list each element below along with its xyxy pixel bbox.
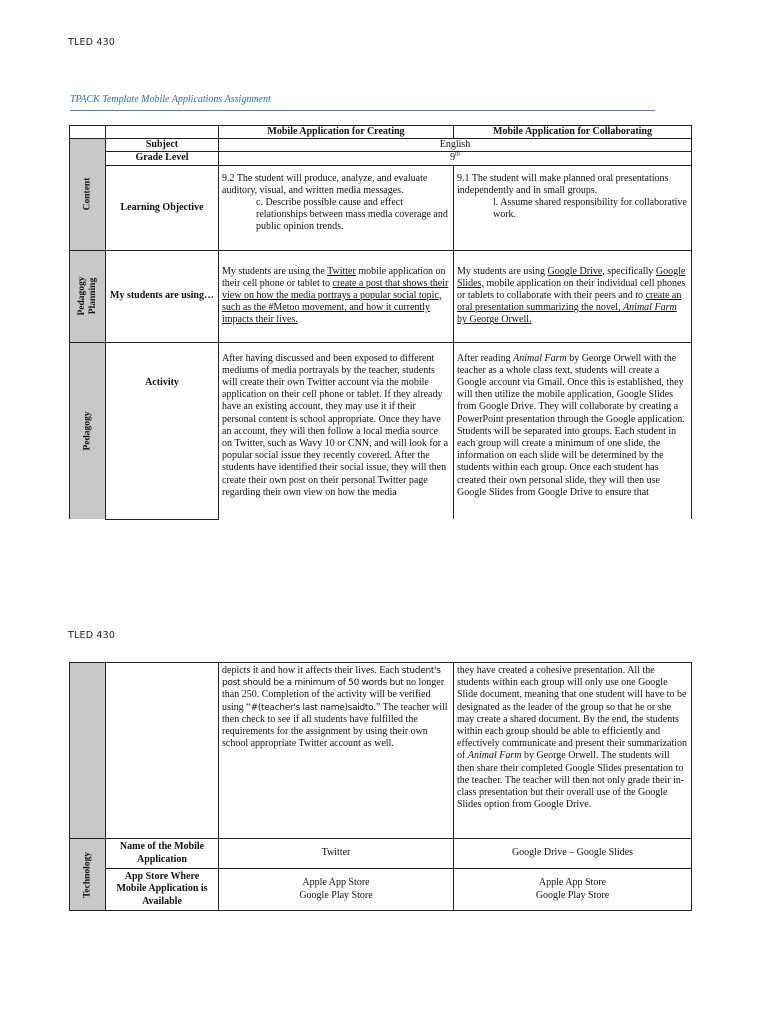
grade-suffix: th	[455, 152, 460, 159]
using-collab-task: create an oral presentation summarizing the novel,	[457, 290, 682, 314]
activity-collaborating	[454, 342, 692, 519]
corner-cell	[70, 126, 106, 139]
using-collab-text-1: My students are using	[457, 265, 548, 277]
title-divider	[70, 110, 655, 111]
app-name-label: Name of the Mobile Application	[106, 839, 219, 869]
activity-collab-novel-title: Animal Farm	[513, 352, 567, 364]
activity-collab-text-2: by George Orwell with the teacher as a whole class text, students will create a Google account via Gmail. Once this is established, they will then utilize the mobile application, Google Slides from Google Drive. They will collaborate by creating a PowerPoint presentation through the Google application. Students will be separated into groups. Each student in each group will create a minimum of one slide, the information on each slide will be determined by the students within each group. Once each student has created their own personal slide, they will then use Google Slides from Google Drive to ensure that	[457, 352, 685, 498]
objective-collaborating	[454, 165, 692, 250]
document-title: TPACK Template Mobile Applications Assignment	[70, 94, 271, 105]
app-store-collab-apple: Apple App Store	[538, 877, 607, 889]
app-name-collaborating: Google Drive – Google Slides	[454, 839, 692, 869]
activity-collab-cont-text-2: by George Orwell. The students will then share their completed Google Slides presentation to the teacher. The teacher will then not only grade their in-class presentation but their overall use of the Google Slides option from Google Drive.	[457, 750, 685, 811]
activity-collab-text-1: After reading	[457, 352, 514, 364]
section-label-planning-line: Planning	[87, 277, 98, 315]
subject-label: Subject	[106, 139, 219, 152]
using-collab-text-3: mobile application on their individual cell phones or tablets to collaborate with their peers and to	[457, 277, 686, 301]
activity-label-continued	[106, 663, 219, 839]
section-pedagogy	[70, 342, 106, 519]
objective-collaborating-main: 9.1 The student will make planned oral presentations independently and in small groups.	[457, 172, 669, 196]
activity-collaborating-continued	[454, 663, 692, 839]
activity-collab-cont-text-1: they have created a cohesive presentation. All the students within each group will only use one Google Slide document, meaning that one student will have to be designated as the leader of the group so that he or she may create a shared document. By the end, the students within each group should be able to efficiently and effectively communicate and present their summarization of	[457, 665, 688, 762]
activity-create-cont-text-2: no longer than 250. Completion of the activity will be verified using “	[222, 677, 445, 713]
column-header-collaborating: Mobile Application for Collaborating	[454, 126, 692, 139]
section-content	[70, 139, 106, 250]
app-store-creating	[219, 869, 454, 911]
using-creating-text-2: mobile application on their cell phone or tablet to	[222, 265, 446, 289]
section-label-technology: Technology	[82, 851, 92, 898]
page-header: TLED 430	[68, 37, 116, 48]
section-label-pedagogy: Pedagogy	[82, 411, 92, 451]
section-label-pedagogy-planning	[77, 277, 99, 316]
objective-creating-sub: c. Describe possible cause and effect relationships between mass media coverage and public opinion trends.	[256, 197, 448, 233]
page-header-2: TLED 430	[68, 630, 116, 641]
activity-label: Activity	[106, 342, 219, 519]
objective-creating	[219, 165, 454, 250]
activity-creating-continued	[219, 663, 454, 839]
grade-number: 9	[450, 152, 456, 164]
app-store-label: App Store Where Mobile Application is Available	[106, 869, 219, 911]
app-name-creating: Twitter	[219, 839, 454, 869]
section-pedagogy-planning	[70, 250, 106, 342]
using-creating	[219, 250, 454, 342]
objective-creating-main: 9.2 The student will produce, analyze, and evaluate auditory, visual, and written media messages.	[222, 172, 428, 196]
using-collab-app-drive: Google Drive,	[547, 265, 605, 277]
using-collab-novel-title: Animal Farm	[623, 302, 677, 314]
using-collab-author: by George Orwell.	[457, 314, 532, 326]
activity-create-cont-text-3: .” The teacher will then check to see if all students have fulfilled the requirements for the assignment by using their own school appropriate Twitter account as well.	[222, 701, 448, 750]
using-creating-app-name: Twitter	[327, 265, 356, 277]
using-collab-text-2: specifically	[604, 265, 656, 277]
tpack-table-page2	[69, 662, 692, 911]
grade-level-label: Grade Level	[106, 152, 219, 165]
column-header-creating: Mobile Application for Creating	[219, 126, 454, 139]
activity-creating: After having discussed and been exposed to different mediums of media portrayals by the teacher, students will create their own Twitter account via the mobile application on their cell phone or tablet. If they already have an existing account, they may use it if their personal content is school appropriate. Once they have an account, they will then follow a local media source on Twitter, such as Wavy 10 or CNN, and will look for a popular social issue they recently covered. After the students have identified their social issue, they will then create their own post on their personal Twitter page regarding their own view on how the media	[219, 342, 454, 519]
activity-collab-cont-novel-title: Animal Farm	[467, 750, 522, 762]
section-label-pedagogy-line: Pedagogy	[76, 276, 87, 316]
app-store-collaborating	[454, 869, 692, 911]
app-store-creating-apple: Apple App Store	[302, 877, 370, 889]
using-creating-task: create a post that shows their view on how the media portrays a popular social topic, such as the #Metoo movement, and how it currently impacts their lives.	[222, 277, 449, 326]
learning-objective-label: Learning Objective	[106, 165, 219, 250]
activity-create-hashtag: #(teacher's last name)saidto	[250, 702, 374, 713]
tpack-table-page1	[69, 125, 692, 520]
objective-collaborating-sub: l. Assume shared responsibility for collaborative work.	[493, 197, 687, 221]
students-using-label: My students are using…	[106, 250, 219, 342]
section-technology	[70, 839, 106, 911]
app-store-creating-google: Google Play Store	[299, 889, 373, 901]
using-collab-app-slides: Google Slides,	[457, 265, 686, 289]
section-label-content: Content	[82, 178, 92, 211]
using-creating-text-1: My students are using the	[222, 265, 328, 277]
activity-create-cont-text-1: depicts it and how it affects their lives. Each	[222, 665, 402, 676]
section-pedagogy-continued	[70, 663, 106, 839]
using-collaborating	[454, 250, 692, 342]
grade-level-value	[219, 152, 692, 165]
app-store-collab-google: Google Play Store	[535, 889, 610, 901]
activity-create-word-count: student's post should be a minimum of 50 words but	[222, 666, 441, 689]
blank-header-cell	[106, 126, 219, 139]
subject-value: English	[219, 139, 692, 152]
